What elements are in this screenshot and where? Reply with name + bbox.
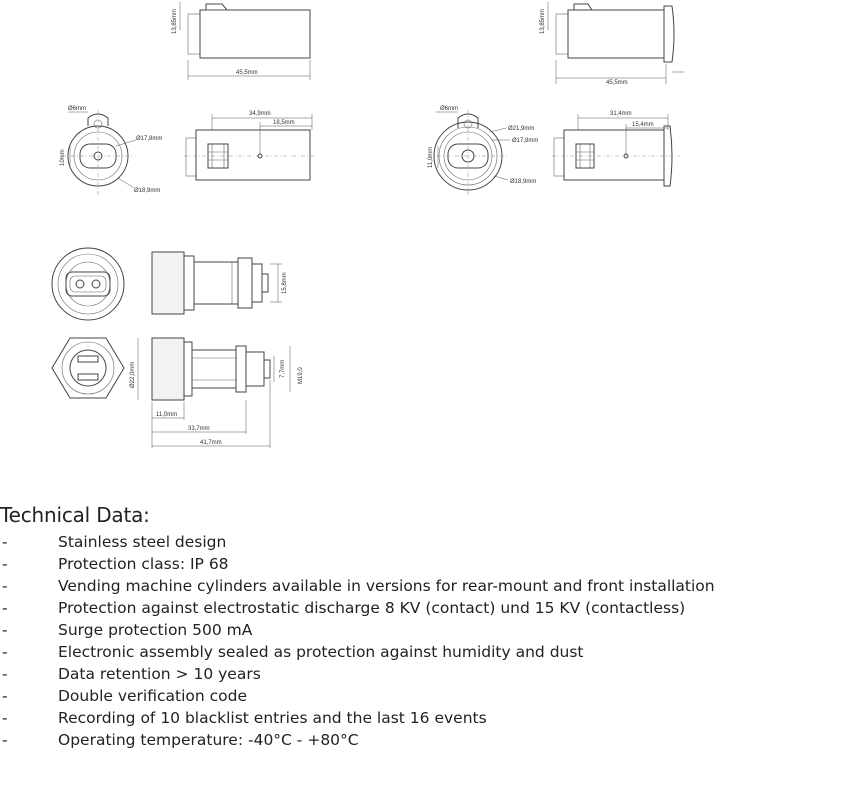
label-d6-len417: 41,7mm: [200, 440, 222, 446]
label-d2-len349: 34,9mm: [249, 111, 271, 117]
label-d4-dia6: Ø6mm: [440, 106, 458, 112]
list-item-text: Protection class: IP 68: [58, 555, 229, 573]
list-item: [0, 663, 863, 685]
list-item-text: Double verification code: [58, 687, 248, 705]
technical-data-list: [0, 531, 863, 751]
list-bullet: -: [2, 731, 8, 749]
label-d6-len77: 7,7mm: [280, 359, 286, 378]
drawing-front-view-rear-mount: [60, 106, 162, 196]
list-item: [0, 575, 863, 597]
label-d6-thread: M19,0: [298, 367, 304, 384]
list-bullet: -: [2, 709, 8, 727]
label-d2-height10: 10mm: [60, 149, 66, 166]
label-d4-dia189: Ø18,9mm: [510, 179, 537, 185]
label-d4-dia219: Ø21,9mm: [508, 126, 535, 132]
list-item: [0, 707, 863, 729]
list-bullet: -: [2, 621, 8, 639]
label-d2-dia178: Ø17,8mm: [136, 136, 163, 142]
label-d4-len154: 15,4mm: [632, 122, 654, 128]
list-item-text: Vending machine cylinders available in versions for rear-mount and front installation: [58, 577, 715, 595]
list-item-text: Recording of 10 blacklist entries and the last 16 events: [58, 709, 487, 727]
list-item-text: Protection against electrostatic discharge 8 KV (contact) und 15 KV (contactless): [58, 599, 686, 617]
label-d4-len314: 31,4mm: [610, 111, 632, 117]
drawing-front-view-front-mount: [428, 106, 538, 196]
label-d4-height11: 11,0mm: [428, 146, 434, 168]
technical-data-section: [0, 503, 863, 751]
list-bullet: -: [2, 643, 8, 661]
label-d2-dia6: Ø6mm: [68, 106, 86, 112]
list-bullet: -: [2, 687, 8, 705]
label-d3-height: 13,85mm: [540, 8, 546, 34]
list-item: [0, 531, 863, 553]
label-d6-dia22: Ø22,0mm: [130, 361, 136, 388]
label-d1-length: 45,5mm: [236, 70, 258, 76]
list-item: [0, 553, 863, 575]
list-item: [0, 729, 863, 751]
list-item: [0, 641, 863, 663]
label-d2-len185: 18,5mm: [273, 120, 295, 126]
drawing-connector-hex: [52, 338, 304, 448]
label-d6-len11: 11,0mm: [156, 412, 178, 418]
technical-data-title: Technical Data:: [0, 503, 150, 527]
list-bullet: -: [2, 599, 8, 617]
drawing-section-view-rear-mount: [184, 111, 316, 180]
list-item-text: Electronic assembly sealed as protection against humidity and dust: [58, 643, 584, 661]
list-item: [0, 619, 863, 641]
list-item-text: Data retention > 10 years: [58, 665, 261, 683]
list-bullet: -: [2, 555, 8, 573]
label-d4-dia178: Ø17,8mm: [512, 138, 539, 144]
label-d1-height: 13,85mm: [172, 8, 178, 34]
list-item-text: Stainless steel design: [58, 533, 227, 551]
list-item-text: Surge protection 500 mA: [58, 621, 253, 639]
label-d6-len337: 33,7mm: [188, 426, 210, 432]
drawing-connector-round: [52, 248, 288, 320]
list-item: [0, 685, 863, 707]
list-bullet: -: [2, 665, 8, 683]
label-d3-length: 45,5mm: [606, 80, 628, 86]
list-bullet: -: [2, 533, 8, 551]
drawing-section-view-front-mount: [552, 111, 680, 186]
drawing-side-view-rear-mount: [172, 2, 310, 80]
list-bullet: -: [2, 577, 8, 595]
label-d5-height158: 15,8mm: [282, 272, 288, 294]
list-item-text: Operating temperature: -40°C - +80°C: [58, 731, 359, 749]
list-item: [0, 597, 863, 619]
label-d2-dia189: Ø18,9mm: [134, 188, 161, 194]
drawing-side-view-front-mount: [540, 2, 684, 86]
